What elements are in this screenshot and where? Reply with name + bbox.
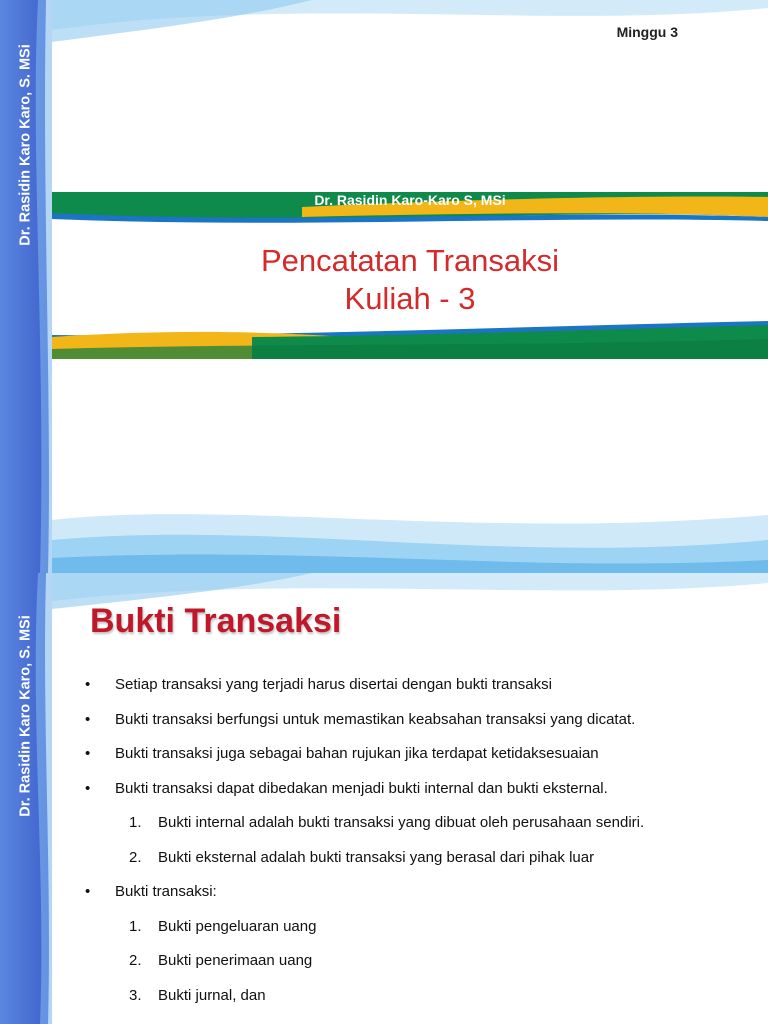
numbered-text: Bukti pengeluaran uang <box>158 917 317 935</box>
numbered-item <box>85 846 758 881</box>
bullet-text: Setiap transaksi yang terjadi harus disertai dengan bukti transaksi <box>115 676 552 693</box>
bullet-marker: • <box>85 883 91 900</box>
title-banner <box>52 187 768 360</box>
sidebar <box>0 0 52 573</box>
numbered-item <box>85 984 758 1019</box>
bullet-item <box>85 777 758 812</box>
bullet-text: Bukti transaksi dapat dibedakan menjadi bukti internal dan bukti eksternal. <box>115 779 608 797</box>
bullet-item <box>85 708 758 743</box>
numbered-item <box>85 811 758 846</box>
sidebar <box>0 573 52 1024</box>
bullet-marker: • <box>85 779 91 797</box>
title-line-1: Pencatatan Transaksi <box>260 243 560 278</box>
bullet-marker: • <box>85 676 91 693</box>
title-line-2: Kuliah - 3 <box>344 281 476 316</box>
week-label: Minggu 3 <box>616 24 678 40</box>
bullet-text: Bukti transaksi juga sebagai bahan rujukan jika terdapat ketidaksesuaian <box>115 745 599 762</box>
number-marker: 1. <box>129 814 142 831</box>
sidebar-author-text: Dr. Rasidin Karo Karo, S. MSi <box>18 614 34 817</box>
slide-heading: Bukti Transaksi <box>90 602 342 640</box>
numbered-text: Bukti jurnal, dan <box>158 986 266 1004</box>
number-marker: 1. <box>129 917 142 935</box>
author-name: Dr. Rasidin Karo-Karo S, MSi <box>314 192 506 208</box>
number-marker: 2. <box>129 848 142 866</box>
bullet-item <box>85 880 758 915</box>
slide-title <box>52 242 768 318</box>
bullet-marker: • <box>85 745 91 762</box>
bullet-item <box>85 742 758 777</box>
sidebar-author-text: Dr. Rasidin Karo Karo, S. MSi <box>18 44 34 246</box>
numbered-text: Bukti penerimaan uang <box>158 952 313 969</box>
bullet-text: Bukti transaksi berfungsi untuk memastikan keabsahan transaksi yang dicatat. <box>115 710 636 728</box>
number-marker: 3. <box>129 986 142 1004</box>
content-slide <box>0 573 768 1024</box>
numbered-text: Bukti internal adalah bukti transaksi yang dibuat oleh perusahaan sendiri. <box>158 814 645 831</box>
bullet-text: Bukti transaksi: <box>115 883 217 900</box>
bullet-marker: • <box>85 710 91 728</box>
numbered-item <box>85 915 758 950</box>
number-marker: 2. <box>129 952 142 969</box>
bullet-item <box>85 673 758 708</box>
numbered-text: Bukti eksternal adalah bukti transaksi yang berasal dari pihak luar <box>158 848 595 866</box>
bullet-list <box>85 673 758 1018</box>
numbered-item <box>85 949 758 984</box>
